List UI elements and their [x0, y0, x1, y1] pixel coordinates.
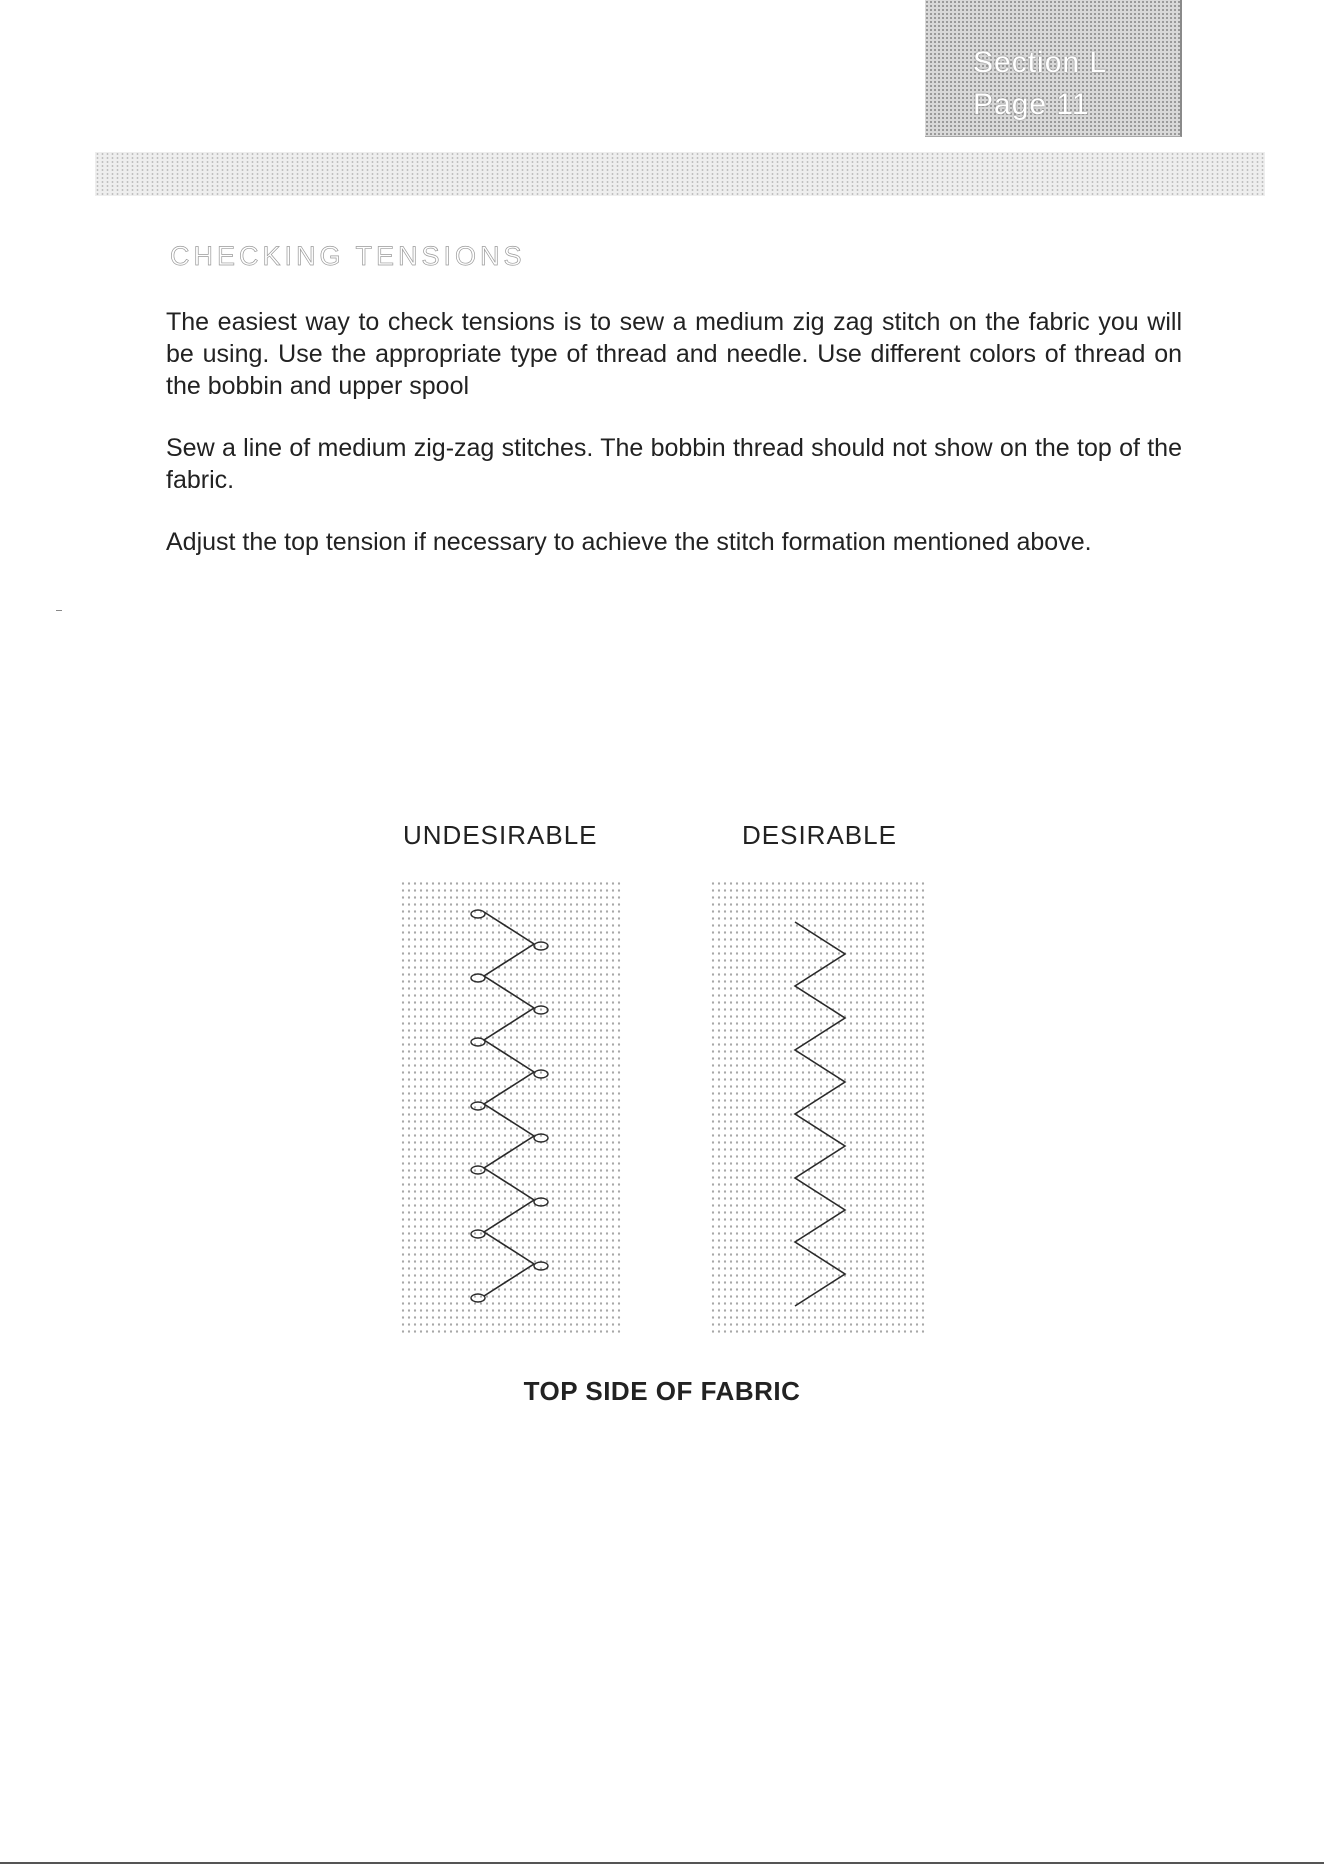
- bottom-rule: [0, 1862, 1324, 1864]
- undesirable-zigzag-stitch: [478, 908, 558, 1298]
- bobbin-loop: [534, 942, 548, 950]
- undesirable-stitch-line: [484, 912, 534, 1296]
- margin-mark: [56, 610, 62, 611]
- illustration-caption: TOP SIDE OF FABRIC: [523, 1376, 801, 1406]
- page-title: CHECKING TENSIONS: [170, 241, 526, 271]
- bobbin-loop: [534, 1134, 548, 1142]
- desirable-zigzag-stitch: [785, 918, 865, 1318]
- section-label: Section L: [973, 46, 1108, 79]
- section-tab: [925, 0, 1182, 137]
- header-band: [95, 152, 1265, 196]
- paragraph-adjust-tension: Adjust the top tension if necessary to achieve the stitch formation mentioned above.: [166, 528, 1092, 556]
- paragraph-sew-line: Sew a line of medium zig-zag stitches. The bobbin thread should not show on the top of the fabric.: [166, 434, 1182, 494]
- desirable-label: DESIRABLE: [742, 820, 897, 850]
- bobbin-loop: [534, 1198, 548, 1206]
- undesirable-label: UNDESIRABLE: [403, 820, 598, 850]
- paragraph-check-tensions: The easiest way to check tensions is to sew a medium zig zag stitch on the fabric you will be using. Use the appropriate type of thread and needle. Use different colors of thread on the bobbin and upper spool: [166, 308, 1182, 400]
- bobbin-loop: [534, 1006, 548, 1014]
- bobbin-loop: [534, 1070, 548, 1078]
- page-label: Page 11: [973, 88, 1090, 121]
- bobbin-loop: [534, 1262, 548, 1270]
- desirable-stitch-line: [795, 922, 845, 1306]
